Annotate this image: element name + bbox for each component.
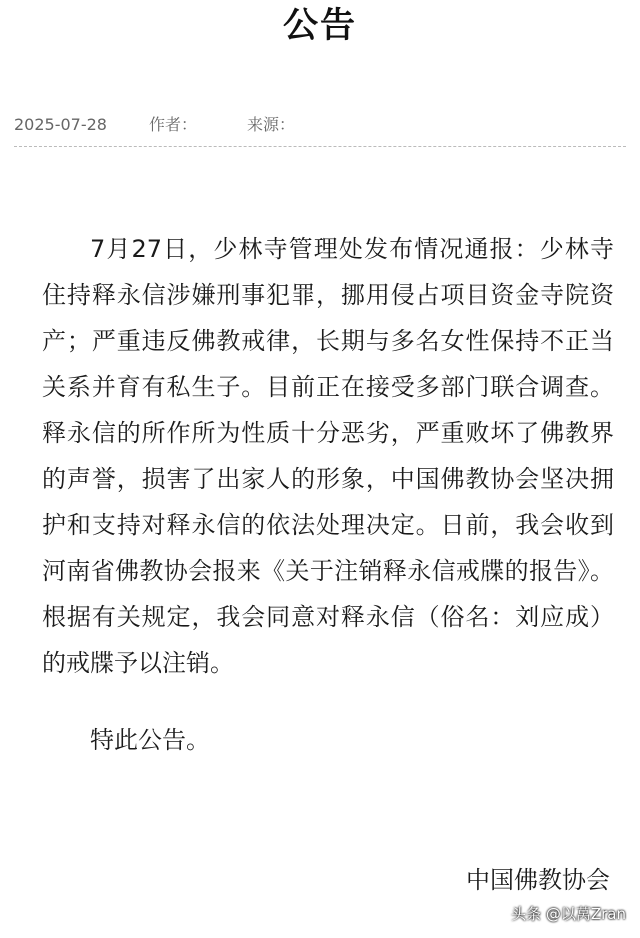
watermark: 头条 @以莴Zran bbox=[511, 905, 626, 923]
signature: 中国佛教协会 bbox=[466, 866, 610, 894]
divider bbox=[14, 146, 626, 147]
publish-date: 2025-07-28 bbox=[14, 115, 107, 134]
source-label: 来源： bbox=[247, 115, 296, 134]
closing-line: 特此公告。 bbox=[90, 726, 210, 754]
page-title: 公告 bbox=[282, 6, 357, 46]
announcement-body: 7月27日，少林寺管理处发布情况通报：少林寺住持释永信涉嫌刑事犯罪，挪用侵占项目资金寺院资产；严重违反佛教戒律，长期与多名女性保持不正当关系并育有私生子。目前正在接受多部门联合调查。释永信的所作所为性质十分恶劣，严重败坏了佛教界的声誉，损害了出家人的形象，中国佛教协会坚决拥护和支持对释永信的依法处理决定。日前，我会收到河南省佛教协会报来《关于注销释永信戒牒的报告》。根据有关规定，我会同意对释永信（俗名：刘应成）的戒牒予以注销。 bbox=[42, 235, 614, 677]
author-label: 作者： bbox=[149, 115, 198, 134]
